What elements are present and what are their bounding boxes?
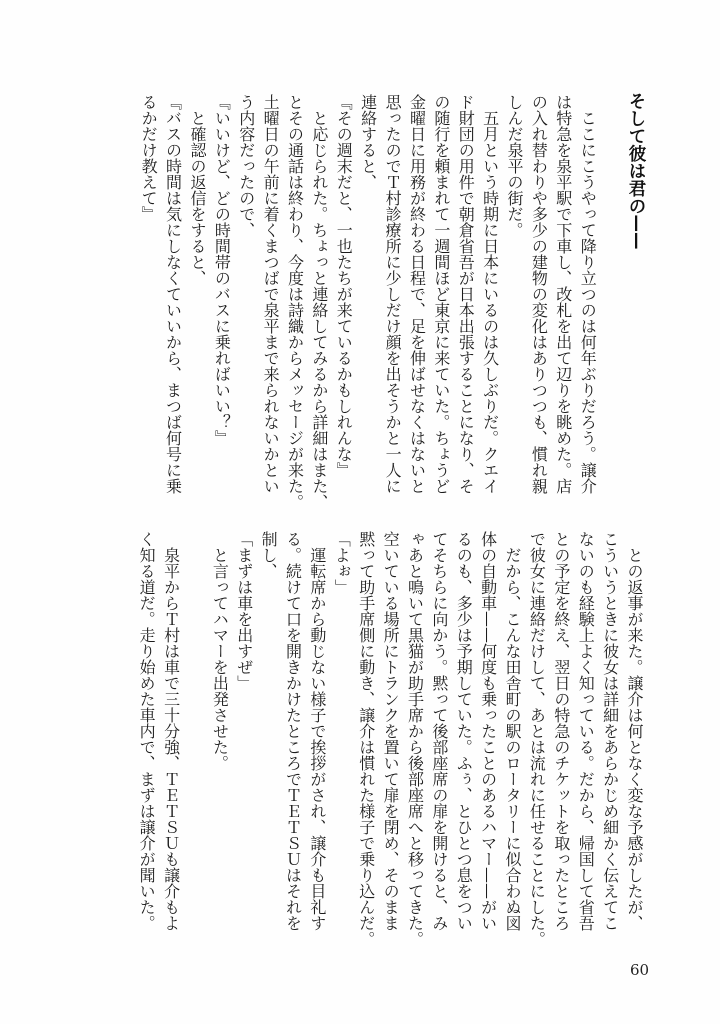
- text-line: 土曜日の午前に着くまつばで泉平まで来られないかとい: [261, 94, 281, 494]
- text-line: の入れ替わりや多少の建物の変化はありつつも、慣れ親: [529, 94, 549, 494]
- text-line: と言ってハマーを出発させた。: [210, 547, 230, 771]
- text-line: ゃあと鳴いて黒猫が助手席から後部座席へと移ってきた。: [405, 531, 425, 947]
- text-line: しんだ泉平の街だ。: [505, 94, 525, 238]
- text-line: と応じられた。ちょっと連絡してみるから詳細はまた、: [309, 110, 329, 510]
- text-line: の随行を頼まれて一週間ほど東京に来ていた。ちょうど: [431, 94, 451, 494]
- text-line: こういうときに彼女は詳細をあらかじめ細かく伝えてこ: [600, 531, 620, 931]
- text-line: 体の自動車——何度も乗ったことのあるハマー——がい: [478, 531, 498, 931]
- dialogue-line: るかだけ教えて』: [139, 94, 159, 222]
- text-line: く知る道だ。走り始めた車内で、まずは譲介が聞いた。: [137, 531, 157, 931]
- lower-text-tier: [134, 531, 646, 947]
- text-line: 空いている場所にトランクを置いて扉を閉め、そのまま: [381, 531, 401, 931]
- text-line: ド財団の用件で朝倉省吾が日本出張することになり、そ: [456, 94, 476, 494]
- scene-break-spacer: [183, 531, 207, 931]
- dialogue-line: 「まずは車を出すぜ」: [234, 531, 254, 691]
- text-line: との返事が来た。譲介は何となく変な予感がしたが、: [624, 547, 644, 931]
- text-line: 連絡すると、: [358, 94, 378, 190]
- text-line: てそちらに向かう。黙って後部座席の扉を開けると、み: [429, 531, 449, 931]
- text-line: との予定を終え、翌日の特急のチケットを取ったところ: [551, 531, 571, 931]
- text-line: と確認の返信をすると、: [187, 110, 207, 286]
- text-line: で彼女に連絡だけして、あとは流れに任せることにした。: [527, 531, 547, 947]
- text-line: 五月という時期に日本にいるのは久しぶりだ。クエイ: [480, 110, 500, 494]
- text-line: は特急を泉平駅で下車し、改札を出て辺りを眺めた。店: [553, 94, 573, 494]
- text-line: 泉平からＴ村は車で三十分強、ＴＥＴＳＵも譲介もよ: [161, 547, 181, 931]
- text-line: ないのも経験上よく知っている。だから、帰国して省吾: [576, 531, 596, 931]
- text-line: だから、こんな田舎町の駅のロータリーに似合わぬ図: [503, 547, 523, 931]
- chapter-title: そして彼は君の——: [626, 92, 646, 250]
- dialogue-line: 『バスの時間は気にしなくていいから、まつば何号に乗: [163, 94, 183, 494]
- text-line: 思ったのでＴ村診療所に少しだけ顔を出そうかと一人に: [383, 94, 403, 494]
- dialogue-line: 「よぉ」: [332, 531, 352, 595]
- text-line: る。続けて口を開きかけたところでＴＥＴＳＵはそれを: [283, 531, 303, 931]
- text-line: 制し、: [259, 531, 279, 579]
- text-line: 黙って助手席側に動き、譲介は慣れた様子で乗り込んだ。: [356, 531, 376, 947]
- upper-text-tier: [136, 94, 600, 510]
- text-line: とその通話は終わり、今度は詩織からメッセージが来た。: [285, 94, 305, 510]
- text-line: ここにこうやって降り立つのは何年ぶりだろう。譲介: [578, 110, 598, 494]
- text-line: 運転席から動じない様子で挨拶がされ、譲介も目礼す: [307, 547, 327, 931]
- dialogue-line: 『いいけど、どの時間帯のバスに乗ればいい？』: [212, 94, 232, 446]
- text-line: う内容だったので、: [236, 94, 256, 238]
- text-line: るのも、多少は予期していた。ふぅ、とひとつ息をつい: [454, 531, 474, 931]
- page-number: 60: [630, 961, 650, 979]
- text-line: 金曜日に用務が終わる日程で、足を伸ばせなくはないと: [407, 94, 427, 494]
- dialogue-line: 『その週末だと、一也たちが来ているかもしれんな』: [334, 94, 354, 478]
